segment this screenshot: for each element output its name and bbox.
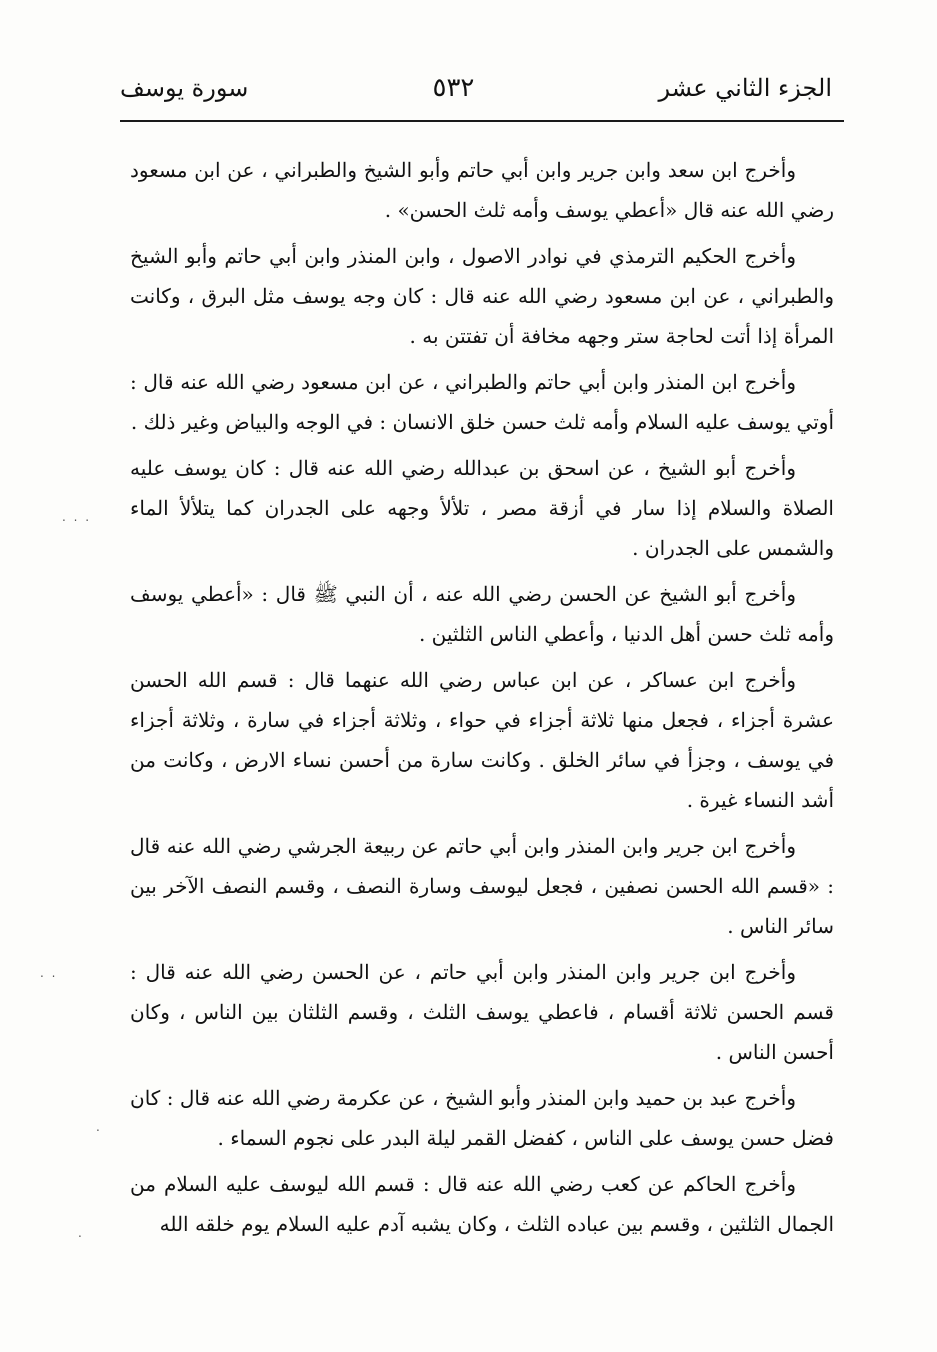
paragraph-4: وأخرج أبو الشيخ ، عن اسحق بن عبدالله رضي الله عنه قال : كان يوسف عليه الصلاة والسلام إذا سار في أزقة مصر ، تلألأ وجهه على الجدران كما يتلألأ الماء والشمس على الجدران . — [130, 456, 834, 560]
paragraph-6: وأخرج ابن عساكر ، عن ابن عباس رضي الله عنهما قال : قسم الله الحسن عشرة أجزاء ، فجعل منها ثلاثة أجزاء في حواء ، وثلاثة أجزاء في سارة ، وثلاثة أجزاء في يوسف ، وجزأ في سائر الخلق . وكانت سارة من أحسن نساء الارض ، وكانت من أشد النساء غيرة . — [130, 668, 834, 812]
paragraph-10: وأخرج الحاكم عن كعب رضي الله عنه قال : قسم الله ليوسف عليه السلام من الجمال الثلثين ، وقسم بين عباده الثلث ، وكان يشبه آدم عليه السلام يوم خلقه الله — [130, 1172, 834, 1236]
scan-speck: . — [96, 1120, 102, 1134]
paragraph-2: وأخرج الحكيم الترمذي في نوادر الاصول ، وابن المنذر وابن أبي حاتم وأبو الشيخ والطبراني ، عن ابن مسعود رضي الله عنه قال : كان وجه يوسف مثل البرق ، وكانت المرأة إذا أتت لحاجة ستر وجهه مخافة أن تفتتن به . — [130, 244, 834, 348]
page-number: ٥٣٢ — [432, 73, 475, 103]
surah-title: سورة يوسف — [120, 74, 249, 102]
paragraph-7: وأخرج ابن جرير وابن المنذر وابن أبي حاتم عن ربيعة الجرشي رضي الله عنه قال : «قسم الله الحسن نصفين ، فجعل ليوسف وسارة النصف ، وقسم النصف الآخر بين سائر الناس . — [130, 834, 834, 938]
scan-speck: . . . — [62, 510, 92, 524]
paragraph-1: وأخرج ابن سعد وابن جرير وابن أبي حاتم وأبو الشيخ والطبراني ، عن ابن مسعود رضي الله عنه قال «أعطي يوسف وأمه ثلث الحسن» . — [130, 158, 834, 222]
paragraph-9: وأخرج عبد بن حميد وابن المنذر وأبو الشيخ ، عن عكرمة رضي الله عنه قال : كان فضل حسن يوسف على الناس ، كفضل القمر ليلة البدر على نجوم السماء . — [130, 1086, 834, 1150]
scan-speck: . . — [40, 966, 58, 980]
header-rule — [120, 120, 844, 122]
part-title: الجزء الثاني عشر — [658, 74, 832, 102]
paragraph-3: وأخرج ابن المنذر وابن أبي حاتم والطبراني ، عن ابن مسعود رضي الله عنه قال : أوتي يوسف عليه السلام وأمه ثلث حسن خلق الانسان : في الوجه والبياض وغير ذلك . — [130, 370, 834, 434]
paragraph-8: وأخرج ابن جرير وابن المنذر وابن أبي حاتم ، عن الحسن رضي الله عنه قال : قسم الحسن ثلاثة أقسام ، فاعطي يوسف الثلث ، وقسم الثلثان بين الناس ، وكان أحسن الناس . — [130, 960, 834, 1064]
running-head — [120, 66, 832, 110]
scan-speck: . — [78, 1226, 84, 1240]
paragraph-5: وأخرج أبو الشيخ عن الحسن رضي الله عنه ، أن النبي ﷺ قال : «أعطي يوسف وأمه ثلث حسن أهل الدنيا ، وأعطي الناس الثلثين . — [130, 582, 834, 646]
body-text — [130, 150, 834, 1250]
